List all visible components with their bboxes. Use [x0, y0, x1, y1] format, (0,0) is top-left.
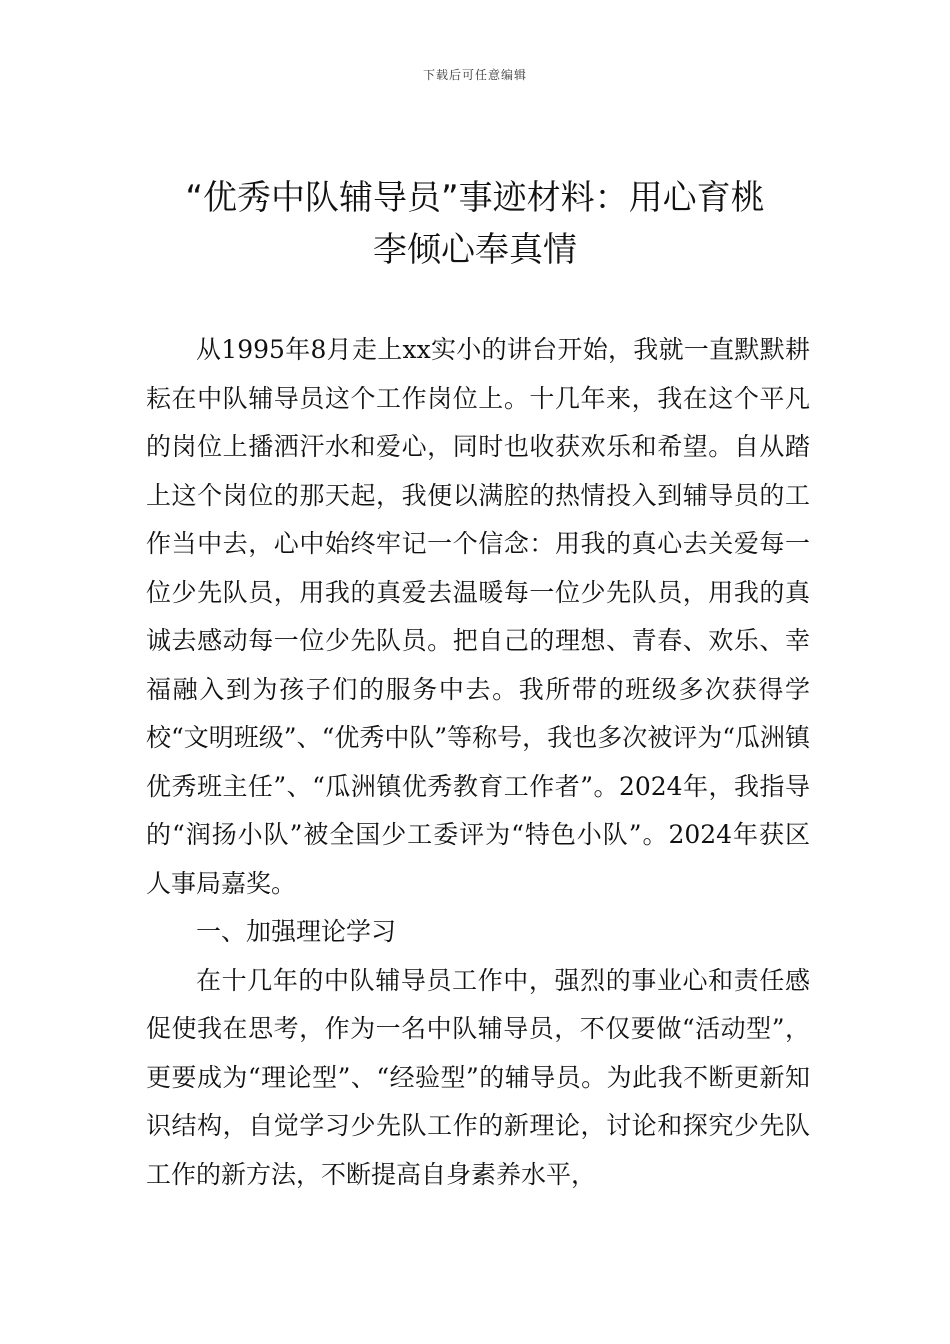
title-line-1: “优秀中队辅导员”事迹材料：用心育桃: [185, 178, 765, 218]
header-note: 下载后可任意编辑: [422, 68, 527, 82]
document-title: [110, 172, 840, 276]
title-line-2: 李倾心奉真情: [373, 230, 577, 270]
document-body: [146, 326, 810, 1199]
section-heading-1: 一、加强理论学习: [196, 917, 397, 946]
paragraph-section-1: 在十几年的中队辅导员工作中，强烈的事业心和责任感促使我在思考，作为一名中队辅导员，不仅要做“活动型”，更要成为“理论型”、“经验型”的辅导员。为此我不断更新知识结构，自觉学习少先队工作的新理论，讨论和探究少先队工作的新方法，不断提高自身素养水平，: [146, 965, 810, 1189]
paragraph-intro: 从1995年8月走上xx实小的讲台开始，我就一直默默耕耘在中队辅导员这个工作岗位上。十几年来，我在这个平凡的岗位上播洒汗水和爱心，同时也收获欢乐和希望。自从踏上这个岗位的那天起，我便以满腔的热情投入到辅导员的工作当中去，心中始终牢记一个信念：用我的真心去关爱每一位少先队员，用我的真爱去温暖每一位少先队员，用我的真诚去感动每一位少先队员。把自己的理想、青春、欢乐、幸福融入到为孩子们的服务中去。我所带的班级多次获得学校“文明班级”、“优秀中队”等称号，我也多次被评为“瓜洲镇优秀班主任”、“瓜洲镇优秀教育工作者”。2024年，我指导的“润扬小队”被全国少工委评为“特色小队”。2024年获区人事局嘉奖。: [146, 335, 810, 898]
